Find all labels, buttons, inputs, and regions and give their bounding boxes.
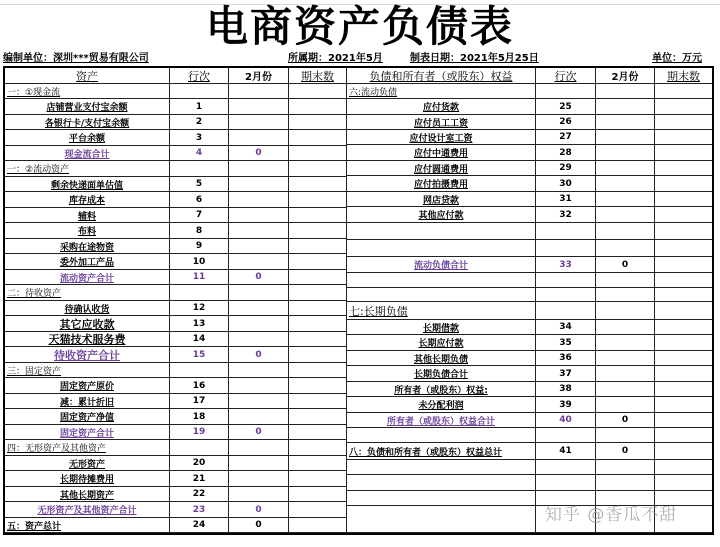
asset-label: 三：固定资产	[5, 363, 170, 378]
liability-label	[347, 475, 536, 491]
liability-feb-value[interactable]	[596, 176, 655, 192]
asset-end-value[interactable]	[289, 409, 347, 425]
report-date-label: 制表日期：2021年5月25日	[410, 53, 539, 64]
liability-feb-value[interactable]	[596, 366, 655, 382]
asset-label: 四：无形资产及其他资产	[5, 440, 170, 456]
liability-row-no	[536, 475, 596, 491]
liability-row-no	[536, 302, 596, 320]
header-feb-right: 2月份	[596, 68, 655, 84]
liability-feb-value[interactable]	[596, 475, 655, 491]
asset-row-no: 24	[170, 518, 229, 533]
asset-feb-value[interactable]	[229, 301, 289, 316]
asset-label: 其它应收款	[5, 316, 170, 332]
asset-label: 无形资产及其他资产合计	[5, 502, 170, 518]
asset-row-no: 5	[170, 177, 229, 192]
asset-feb-value[interactable]	[229, 192, 289, 208]
liability-label	[347, 273, 536, 288]
asset-label: 固定资产合计	[5, 425, 170, 440]
asset-end-value[interactable]	[289, 456, 347, 471]
asset-label: 固定资产原价	[5, 378, 170, 394]
asset-feb-value[interactable]	[229, 316, 289, 332]
asset-feb-value[interactable]	[229, 363, 289, 378]
asset-row-no: 23	[170, 502, 229, 518]
liability-label: 应付拍摄费用	[347, 176, 536, 192]
liability-label: 所有者（或股东）权益合计	[347, 413, 536, 428]
asset-label: 待确认收货	[5, 301, 170, 316]
asset-end-value[interactable]	[289, 363, 347, 378]
asset-feb-value[interactable]	[229, 394, 289, 409]
liability-feb-value[interactable]: 0	[596, 443, 655, 460]
asset-end-value[interactable]	[289, 146, 347, 161]
liability-row-no	[536, 273, 596, 288]
liability-end-value[interactable]	[655, 443, 712, 460]
asset-feb-value[interactable]	[229, 285, 289, 301]
liability-end-value[interactable]	[655, 240, 712, 257]
asset-label: 辅料	[5, 208, 170, 223]
liability-end-value[interactable]	[655, 115, 712, 130]
asset-feb-value[interactable]: 0	[229, 347, 289, 363]
liability-end-value[interactable]	[655, 161, 712, 176]
asset-end-value[interactable]	[289, 161, 347, 177]
liability-row-no	[536, 223, 596, 240]
asset-feb-value[interactable]	[229, 332, 289, 347]
asset-row-no: 19	[170, 425, 229, 440]
asset-label: 采购在途物资	[5, 239, 170, 254]
liability-label: 未分配利润	[347, 397, 536, 413]
asset-row-no: 6	[170, 192, 229, 208]
asset-end-value[interactable]	[289, 270, 347, 285]
asset-end-value[interactable]	[289, 440, 347, 456]
asset-end-value[interactable]	[289, 223, 347, 239]
asset-feb-value[interactable]	[229, 208, 289, 223]
asset-row-no: 21	[170, 471, 229, 487]
liability-row-no	[536, 240, 596, 257]
liability-label	[347, 491, 536, 506]
asset-feb-value[interactable]	[229, 254, 289, 270]
watermark: 知乎 @香瓜不甜	[545, 505, 678, 525]
asset-end-value[interactable]	[289, 378, 347, 394]
liability-row-no: 39	[536, 397, 596, 413]
asset-feb-value[interactable]	[229, 440, 289, 456]
asset-feb-value[interactable]: 0	[229, 425, 289, 440]
liability-feb-value[interactable]: 0	[596, 257, 655, 273]
asset-end-value[interactable]	[289, 239, 347, 254]
liability-label: 其他长期负债	[347, 351, 536, 366]
liability-feb-value[interactable]	[596, 335, 655, 351]
liability-feb-value[interactable]	[596, 288, 655, 302]
asset-feb-value[interactable]: 0	[229, 502, 289, 518]
liability-label: 网店贷款	[347, 192, 536, 207]
asset-row-no: 12	[170, 301, 229, 316]
liability-end-value[interactable]	[655, 99, 712, 115]
liability-end-value[interactable]	[655, 273, 712, 288]
asset-feb-value[interactable]	[229, 130, 289, 146]
asset-end-value[interactable]	[289, 347, 347, 363]
asset-row-no: 10	[170, 254, 229, 270]
liability-feb-value[interactable]	[596, 145, 655, 161]
asset-label: 一：①现金流	[5, 84, 170, 99]
liability-feb-value[interactable]	[596, 99, 655, 115]
liability-row-no: 37	[536, 366, 596, 382]
liability-row-no: 32	[536, 207, 596, 223]
asset-label: 流动资产合计	[5, 270, 170, 285]
liability-feb-value[interactable]	[596, 382, 655, 397]
asset-end-value[interactable]	[289, 332, 347, 347]
liability-end-value[interactable]	[655, 475, 712, 491]
liability-label: 六:流动负债	[347, 84, 536, 99]
header-end: 期末数	[289, 68, 347, 84]
asset-end-value[interactable]	[289, 192, 347, 208]
liability-end-value[interactable]	[655, 288, 712, 302]
asset-row-no: 4	[170, 146, 229, 161]
asset-end-value[interactable]	[289, 518, 347, 533]
liability-end-value[interactable]	[655, 382, 712, 397]
liability-end-value[interactable]	[655, 207, 712, 223]
asset-feb-value[interactable]	[229, 115, 289, 130]
liability-feb-value[interactable]	[596, 302, 655, 320]
liability-label	[347, 506, 536, 533]
liability-label: 长期负债合计	[347, 366, 536, 382]
asset-feb-value[interactable]	[229, 409, 289, 425]
asset-end-value[interactable]	[289, 316, 347, 332]
liability-row-no: 41	[536, 443, 596, 460]
asset-end-value[interactable]	[289, 99, 347, 115]
asset-label: 二：待收资产	[5, 285, 170, 301]
asset-end-value[interactable]	[289, 487, 347, 502]
balance-sheet-table	[3, 66, 714, 535]
liability-label	[347, 288, 536, 302]
liability-feb-value[interactable]	[596, 351, 655, 366]
liability-end-value[interactable]	[655, 351, 712, 366]
asset-label: 一：②流动资产	[5, 161, 170, 177]
liability-feb-value[interactable]	[596, 161, 655, 176]
liability-end-value[interactable]	[655, 84, 712, 99]
asset-row-no: 14	[170, 332, 229, 347]
asset-feb-value[interactable]	[229, 239, 289, 254]
liability-row-no: 34	[536, 320, 596, 335]
liability-end-value[interactable]	[655, 302, 712, 320]
header-end-right: 期末数	[655, 68, 712, 84]
liability-label: 应付圆通费用	[347, 161, 536, 176]
liability-end-value[interactable]	[655, 460, 712, 475]
asset-row-no: 2	[170, 115, 229, 130]
liability-end-value[interactable]	[655, 192, 712, 207]
liability-end-value[interactable]	[655, 257, 712, 273]
asset-row-no	[170, 363, 229, 378]
asset-label: 无形资产	[5, 456, 170, 471]
header-liability: 负债和所有者（或股东）权益	[347, 68, 536, 84]
liability-label	[347, 223, 536, 240]
asset-label: 布料	[5, 223, 170, 239]
asset-feb-value[interactable]	[229, 84, 289, 99]
liability-feb-value[interactable]	[596, 207, 655, 223]
liability-end-value[interactable]	[655, 130, 712, 145]
asset-end-value[interactable]	[289, 502, 347, 518]
liability-label: 流动负债合计	[347, 257, 536, 273]
liability-end-value[interactable]	[655, 176, 712, 192]
asset-feb-value[interactable]	[229, 223, 289, 239]
asset-end-value[interactable]	[289, 425, 347, 440]
asset-end-value[interactable]	[289, 301, 347, 316]
liability-row-no: 28	[536, 145, 596, 161]
liability-label: 其他应付款	[347, 207, 536, 223]
liability-end-value[interactable]	[655, 428, 712, 443]
asset-end-value[interactable]	[289, 254, 347, 270]
liability-row-no: 26	[536, 115, 596, 130]
liability-end-value[interactable]	[655, 366, 712, 382]
liability-label: 长期应付款	[347, 335, 536, 351]
liability-row-no: 31	[536, 192, 596, 207]
liability-label: 应付中通费用	[347, 145, 536, 161]
liability-row-no	[536, 460, 596, 475]
asset-row-no: 11	[170, 270, 229, 285]
page-title: 电商资产负债表	[205, 2, 514, 51]
asset-end-value[interactable]	[289, 115, 347, 130]
asset-feb-value[interactable]	[229, 471, 289, 487]
liability-feb-value[interactable]	[596, 192, 655, 207]
liability-label: 八：负债和所有者（或股东）权益总计	[347, 443, 536, 460]
asset-label: 天猫技术服务费	[5, 332, 170, 347]
asset-row-no: 13	[170, 316, 229, 332]
liability-label	[347, 240, 536, 257]
liability-feb-value[interactable]: 0	[596, 413, 655, 428]
asset-feb-value[interactable]	[229, 456, 289, 471]
asset-feb-value[interactable]	[229, 161, 289, 177]
liability-label: 应付员工工资	[347, 115, 536, 130]
liability-row-no: 35	[536, 335, 596, 351]
header-row-no-right: 行次	[536, 68, 596, 84]
asset-end-value[interactable]	[289, 177, 347, 192]
liability-row-no: 38	[536, 382, 596, 397]
liability-feb-value[interactable]	[596, 397, 655, 413]
asset-label: 其他长期资产	[5, 487, 170, 502]
asset-label: 减：累计折旧	[5, 394, 170, 409]
asset-label: 待收资产合计	[5, 347, 170, 363]
asset-end-value[interactable]	[289, 471, 347, 487]
asset-row-no: 7	[170, 208, 229, 223]
liability-feb-value[interactable]	[596, 273, 655, 288]
asset-label: 店铺营业支付宝余额	[5, 99, 170, 115]
asset-end-value[interactable]	[289, 285, 347, 301]
asset-feb-value[interactable]: 0	[229, 270, 289, 285]
liability-label: 七:长期负债	[347, 302, 536, 320]
asset-row-no: 3	[170, 130, 229, 146]
asset-row-no	[170, 84, 229, 99]
asset-row-no	[170, 440, 229, 456]
asset-row-no: 22	[170, 487, 229, 502]
liability-end-value[interactable]	[655, 335, 712, 351]
asset-end-value[interactable]	[289, 84, 347, 99]
asset-feb-value[interactable]	[229, 378, 289, 394]
asset-row-no: 8	[170, 223, 229, 239]
asset-label: 长期待摊费用	[5, 471, 170, 487]
asset-feb-value[interactable]: 0	[229, 518, 289, 533]
liability-row-no	[536, 288, 596, 302]
liability-end-value[interactable]	[655, 413, 712, 428]
asset-feb-value[interactable]: 0	[229, 146, 289, 161]
liability-feb-value[interactable]	[596, 240, 655, 257]
liability-row-no: 25	[536, 99, 596, 115]
unit-label: 单位：万元	[652, 53, 702, 64]
liability-end-value[interactable]	[655, 145, 712, 161]
asset-label: 现金流合计	[5, 146, 170, 161]
liability-row-no: 30	[536, 176, 596, 192]
liability-label	[347, 428, 536, 443]
asset-feb-value[interactable]	[229, 487, 289, 502]
liability-row-no: 33	[536, 257, 596, 273]
liability-label: 应付货款	[347, 99, 536, 115]
period-label: 所属期：2021年5月	[288, 53, 383, 64]
asset-row-no: 18	[170, 409, 229, 425]
liability-row-no: 29	[536, 161, 596, 176]
liability-end-value[interactable]	[655, 223, 712, 240]
asset-end-value[interactable]	[289, 394, 347, 409]
asset-feb-value[interactable]	[229, 177, 289, 192]
asset-row-no: 9	[170, 239, 229, 254]
liability-label: 所有者（或股东）权益:	[347, 382, 536, 397]
liability-end-value[interactable]	[655, 320, 712, 335]
liability-feb-value[interactable]	[596, 130, 655, 145]
asset-row-no	[170, 285, 229, 301]
liability-feb-value[interactable]	[596, 460, 655, 475]
liability-row-no: 27	[536, 130, 596, 145]
asset-row-no: 15	[170, 347, 229, 363]
asset-row-no: 17	[170, 394, 229, 409]
company-label: 编制单位：深圳***贸易有限公司	[3, 53, 149, 64]
asset-row-no	[170, 161, 229, 177]
asset-row-no: 1	[170, 99, 229, 115]
asset-label: 固定资产净值	[5, 409, 170, 425]
asset-label: 五：资产总计	[5, 518, 170, 533]
liability-row-no	[536, 428, 596, 443]
asset-row-no: 16	[170, 378, 229, 394]
liability-label: 应付设计室工资	[347, 130, 536, 145]
liability-row-no	[536, 84, 596, 99]
liability-feb-value[interactable]	[596, 320, 655, 335]
asset-feb-value[interactable]	[229, 99, 289, 115]
liability-row-no: 36	[536, 351, 596, 366]
liability-feb-value[interactable]	[596, 428, 655, 443]
asset-label: 库存成本	[5, 192, 170, 208]
header-asset: 资产	[5, 68, 170, 84]
liability-feb-value[interactable]	[596, 223, 655, 240]
liability-feb-value[interactable]	[596, 115, 655, 130]
asset-row-no: 20	[170, 456, 229, 471]
asset-label: 平台余额	[5, 130, 170, 146]
liability-label	[347, 460, 536, 475]
asset-label: 委外加工产品	[5, 254, 170, 270]
liability-feb-value[interactable]	[596, 84, 655, 99]
liability-row-no: 40	[536, 413, 596, 428]
asset-end-value[interactable]	[289, 130, 347, 146]
header-row-no: 行次	[170, 68, 229, 84]
header-feb: 2月份	[229, 68, 289, 84]
asset-label: 各银行卡/支付宝余额	[5, 115, 170, 130]
liability-end-value[interactable]	[655, 397, 712, 413]
asset-end-value[interactable]	[289, 208, 347, 223]
liability-label: 长期借款	[347, 320, 536, 335]
asset-label: 剩余快递面单估值	[5, 177, 170, 192]
